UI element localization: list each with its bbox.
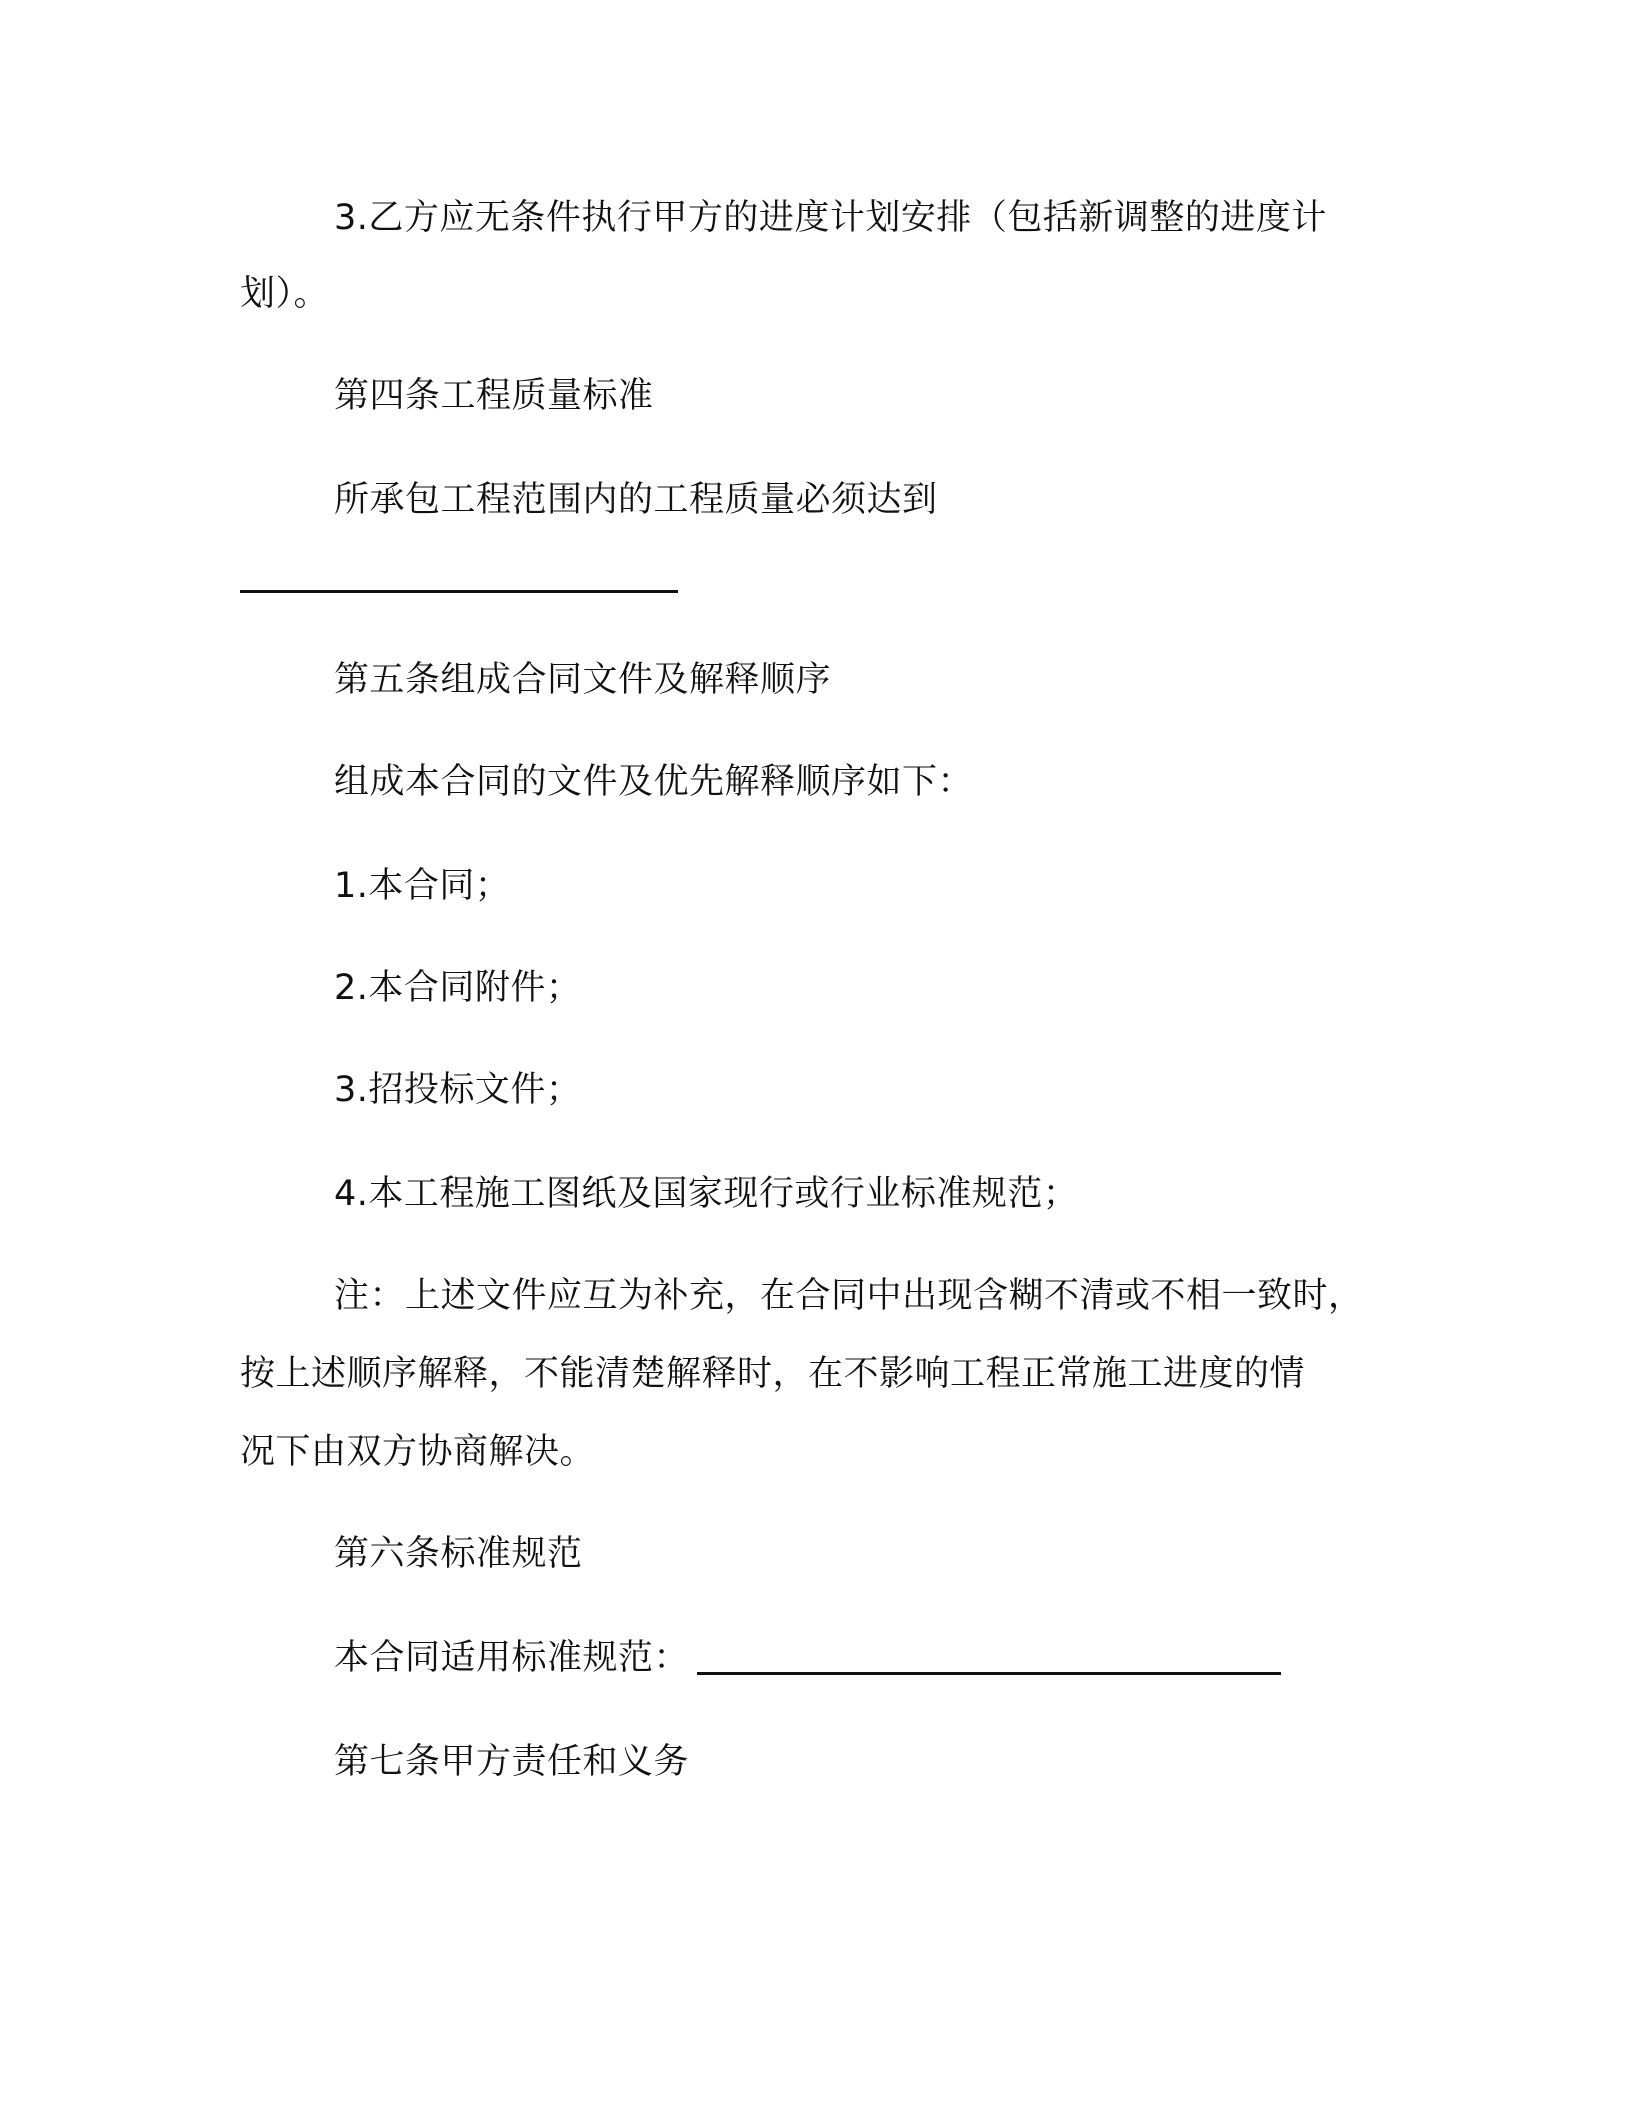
note-line3: 况下由双方协商解决。 — [240, 1432, 596, 1472]
standard-blank-line — [697, 1672, 1281, 1675]
note-line1: 注：上述文件应互为补充，在合同中出现含糊不清或不相一致时， — [334, 1276, 1364, 1316]
article-5-title: 第五条组成合同文件及解释顺序 — [334, 660, 832, 700]
article-5-intro: 组成本合同的文件及优先解释顺序如下： — [334, 762, 974, 802]
list-item-1: 1.本合同； — [334, 866, 511, 906]
article-7-title: 第七条甲方责任和义务 — [334, 1742, 690, 1782]
list-item-3: 3.招投标文件； — [334, 1070, 582, 1110]
article-6-line — [334, 1634, 1281, 1682]
quality-blank-line — [240, 590, 678, 593]
article-4-text: 所承包工程范围内的工程质量必须达到 — [334, 480, 938, 520]
note-line2: 按上述顺序解释，不能清楚解释时，在不影响工程正常施工进度的情 — [240, 1354, 1306, 1394]
list-item-4: 4.本工程施工图纸及国家现行或行业标准规范； — [334, 1174, 1079, 1214]
paragraph-schedule-line1: 3.乙方应无条件执行甲方的进度计划安排（包括新调整的进度计 — [334, 198, 1327, 238]
article-6-title: 第六条标准规范 — [334, 1534, 583, 1574]
paragraph-schedule-line2: 划）。 — [240, 274, 330, 314]
article-4-title: 第四条工程质量标准 — [334, 376, 654, 416]
list-item-2: 2.本合同附件； — [334, 968, 582, 1008]
article-6-text: 本合同适用标准规范： — [334, 1638, 690, 1678]
